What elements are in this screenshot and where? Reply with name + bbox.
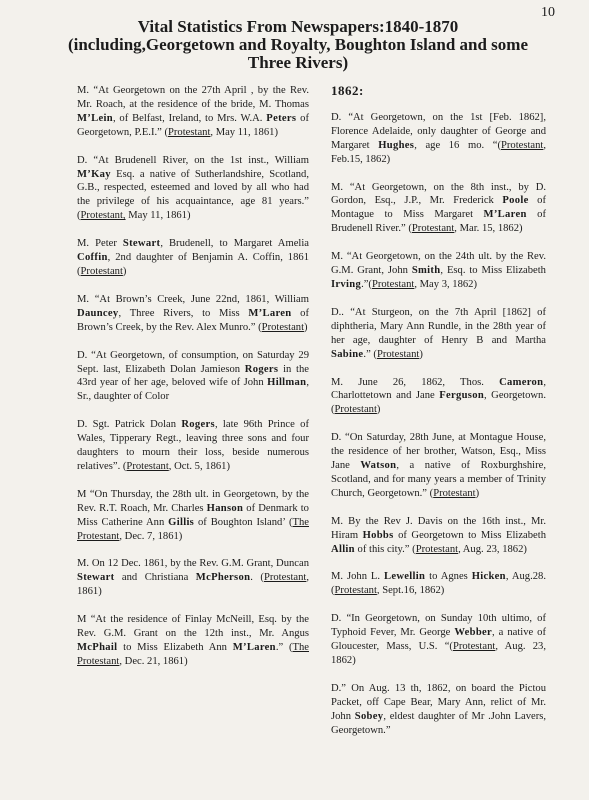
entry-text: ) <box>376 404 381 416</box>
source-name: Protestant <box>411 223 455 235</box>
entry-text: of this city.” ( <box>354 543 416 555</box>
entry-text: , 2nd daughter of Benjamin A. Coffin, 1861 ( <box>77 252 309 277</box>
entry-text: of Boughton Island’ ( <box>194 516 293 528</box>
entry-text: M. “At Georgetown, on the 8th inst., by D. Gordon, Esq., J.P., Mr. Frederick <box>331 181 546 207</box>
source-name: Protestant <box>263 572 307 584</box>
surname: Lewellin <box>383 571 426 583</box>
surname: Hicken <box>471 571 506 583</box>
record-entry <box>331 431 546 501</box>
entry-text: to Miss Elizabeth Ann <box>117 642 233 653</box>
entry-text: , Charlottetown and Jane <box>331 376 546 402</box>
entry-text: , Aug.28. ( <box>331 571 546 597</box>
record-entry <box>77 237 309 279</box>
entry-text: , Mar. 15, 1862) <box>454 223 523 235</box>
title-line-1: Vital Statistics From Newspapers:1840-1870 <box>137 17 459 36</box>
record-entry <box>77 349 309 405</box>
record-entry <box>331 111 546 167</box>
entry-text: .”( <box>361 278 372 290</box>
entry-text: M “At the residence of Finlay McNeill, Esq. by the Rev. G.M. Grant on the 12th inst., Mr. Angus <box>77 614 309 640</box>
entry-text: ) <box>475 487 480 499</box>
surname: Rogers <box>244 363 279 375</box>
entry-text: , Brudenell, to Margaret Amelia <box>160 238 309 250</box>
record-entry <box>77 293 309 335</box>
entry-text: , a native of Roxburghshire, Scotland, and for many years a member of Trinity Church, Georgetown.” ( <box>331 460 546 499</box>
record-entry <box>77 613 309 669</box>
source-name: Protestant <box>371 278 415 290</box>
year-heading: 1862: <box>331 83 364 98</box>
entry-text: of Brudenell River.” ( <box>331 209 546 235</box>
surname: Coffin <box>77 252 108 264</box>
surname: Gillis <box>168 516 195 528</box>
source-name: Protestant <box>168 126 211 138</box>
entry-text: M. “At Georgetown, on the 24th ult. by the Rev. G.M. Grant, John <box>331 251 546 277</box>
entry-text: ) <box>419 348 423 360</box>
record-entry <box>331 515 546 557</box>
entry-text: M. By the Rev J. Davis on the 16th inst., Mr. Hiram <box>331 515 546 541</box>
entry-text: , Dec. 21, 1861) <box>119 655 188 667</box>
record-entry <box>77 418 309 474</box>
page-title <box>30 18 566 72</box>
entry-text: in the 43rd year of her age, beloved wife of John <box>77 363 309 389</box>
entry-text: of Brown’s Creek, by the Rev. Alex Munro.” ( <box>77 307 309 333</box>
record-entry <box>331 250 546 292</box>
entry-text: D. “In Georgetown, on Sunday 10th ultimo, of Typhoid Fever, Mr. George <box>331 613 546 639</box>
entry-text: to Agnes <box>425 571 472 583</box>
surname: Dauncey <box>77 307 119 319</box>
entry-text: , late 96th Prince of Wales, Tipperary Regt., leaving three sons and four daughters to mourn their loss, beside numerous relatives”. ( <box>77 419 309 472</box>
entry-text: of Denmark to Miss Catherine Ann <box>77 502 309 528</box>
entry-text: Esq. a native of Sutherlandshire, Scotland, G.B., respected, esteemed and loved by all who had the privilege of his acquaintance, age 81 years.” ( <box>77 168 309 222</box>
right-entries <box>331 111 546 738</box>
entry-text: D. Sgt. Patrick Dolan <box>77 419 182 431</box>
entry-text: D.” On Aug. 13 th, 1862, on board the Pictou Packet, off Cape Bear, Mary Ann, relict of Mr. John <box>331 682 546 722</box>
title-line-3: Three Rivers) <box>247 53 349 72</box>
source-name: Protestant <box>452 641 496 653</box>
entry-text: M “On Thursday, the 28th ult. in Georgetown, by the Rev. R.T. Roach, Mr. Charles <box>77 488 309 514</box>
page-number: 10 <box>541 5 555 20</box>
surname: Stewart <box>122 238 161 250</box>
surname: Sabine <box>331 348 364 360</box>
entry-text: ) <box>122 265 127 277</box>
entry-text: ) <box>304 321 308 333</box>
surname: Smith <box>411 265 441 277</box>
right-column <box>331 84 546 752</box>
source-name: Protestant <box>433 487 476 499</box>
source-name: The Protestant <box>77 642 309 667</box>
surname: Hillman <box>267 377 307 389</box>
surname: Hobbs <box>362 529 394 541</box>
entry-text: , Aug. 23, 1862) <box>458 543 527 555</box>
left-column <box>77 84 309 683</box>
surname: M’Kay <box>77 168 111 180</box>
entry-text: , eldest daughter of Mr .John Lavers, Georgetown.” <box>331 710 547 736</box>
source-name: The Protestant <box>77 516 309 542</box>
entry-text: .” ( <box>363 348 377 360</box>
surname: Sobey <box>354 710 384 722</box>
surname: McPherson <box>195 572 251 584</box>
entry-text: D. “At Georgetown, on the 1st [Feb. 1862], Florence Adelaide, only daughter of George and Margaret <box>331 111 546 151</box>
entry-text: , age 16 mo. “( <box>414 139 501 151</box>
entry-text: , Oct. 5, 1861) <box>168 460 230 472</box>
source-name: Protestant, <box>80 210 126 222</box>
entry-text: , Esq. to Miss Elizabeth <box>440 265 546 277</box>
entry-text: , Three Rivers, to Miss <box>118 307 249 319</box>
record-entry <box>331 181 546 237</box>
record-entry <box>331 376 546 418</box>
source-name: Protestant <box>261 321 305 333</box>
entry-text: , of Belfast, Ireland, to Mrs. W.A. <box>112 112 267 124</box>
record-entry <box>331 570 546 598</box>
title-line-2: (including,Georgetown and Royalty, Boughton Island and some <box>67 35 529 54</box>
surname: M’Laren <box>248 307 292 319</box>
entry-text: , Georgetown. ( <box>331 390 546 416</box>
surname: Webber <box>454 627 493 639</box>
surname: Peters <box>266 112 297 124</box>
source-name: Protestant <box>376 348 420 360</box>
record-entry <box>77 557 309 599</box>
entry-text: , 1861) <box>77 572 309 598</box>
entry-text: , May 11, 1861) <box>210 126 278 138</box>
source-name: Protestant <box>334 404 377 416</box>
entry-text: of Montague to Miss Margaret <box>331 195 546 221</box>
record-entry <box>331 682 546 738</box>
surname: Hanson <box>206 502 244 514</box>
surname: Rogers <box>181 419 215 431</box>
surname: McPhail <box>77 642 118 653</box>
entry-text: , May 3, 1862) <box>414 278 478 290</box>
entry-text: , Sr., daughter of Color <box>77 377 309 403</box>
surname: M’Laren <box>483 209 527 221</box>
entry-text: D.. “At Sturgeon, on the 7th April [1862] of diphtheria, Mary Ann Rundle, in the 28th year of her age, daughter of Henry B and Martha <box>331 306 546 346</box>
entry-text: .” ( <box>275 642 293 653</box>
entry-text: M. John L. <box>331 571 384 583</box>
entry-text: of Georgetown, P.E.I.” ( <box>77 112 309 138</box>
surname: Poole <box>502 195 529 207</box>
entry-text: of Georgetown to Miss Elizabeth <box>393 529 546 541</box>
source-name: Protestant <box>500 139 544 151</box>
surname: Watson <box>360 460 397 472</box>
entry-text: , a native of Gloucester, Mass, U.S. “( <box>331 627 546 653</box>
entry-text: , Aug. 23, 1862) <box>331 641 546 666</box>
surname: Ferguson <box>439 390 485 402</box>
record-entry <box>77 154 309 224</box>
surname: M’Lein <box>77 112 113 124</box>
entry-text: M. June 26, 1862, Thos. <box>331 376 500 388</box>
entry-text: M. Peter <box>77 238 123 250</box>
source-name: Protestant <box>334 585 377 597</box>
surname: M’Laren <box>232 642 276 653</box>
entry-text: M. “At Brown’s Creek, June 22nd, 1861, William <box>77 293 309 305</box>
surname: Irving <box>331 278 362 290</box>
entry-text: , Feb.15, 1862) <box>331 139 547 165</box>
record-entry <box>331 612 546 668</box>
entry-text: , Sept.16, 1862) <box>376 585 445 597</box>
source-name: Protestant <box>80 265 123 277</box>
surname: Stewart <box>77 572 115 584</box>
surname: Allin <box>331 543 355 555</box>
record-entry <box>77 488 309 544</box>
source-name: Protestant <box>415 543 459 555</box>
entry-text: M. On 12 Dec. 1861, by the Rev. G.M. Grant, Duncan <box>77 558 309 570</box>
entry-text: May 11, 1861) <box>125 210 191 222</box>
entry-text: M. “At Georgetown on the 27th April , by the Rev. Mr. Roach, at the residence of the bride, M. Thomas <box>77 85 309 110</box>
entry-text: D. “At Georgetown, of consumption, on Saturday 29 Sept. last, Elizabeth Dolan Jamieson <box>77 349 309 375</box>
entry-text: D. “At Brudenell River, on the 1st inst., William <box>77 154 309 166</box>
source-name: Protestant <box>126 460 169 472</box>
record-entry <box>77 84 309 140</box>
entry-text: . ( <box>250 572 264 584</box>
entry-text: D. “On Saturday, 28th June, at Montague House, the residence of her brother, Watson, Esq., Miss Jane <box>331 432 546 472</box>
surname: Cameron <box>499 376 544 388</box>
entry-text: and Christiana <box>114 572 196 584</box>
entry-text: , Dec. 7, 1861) <box>119 530 183 542</box>
surname: Hughes <box>378 139 415 151</box>
record-entry <box>331 306 546 362</box>
